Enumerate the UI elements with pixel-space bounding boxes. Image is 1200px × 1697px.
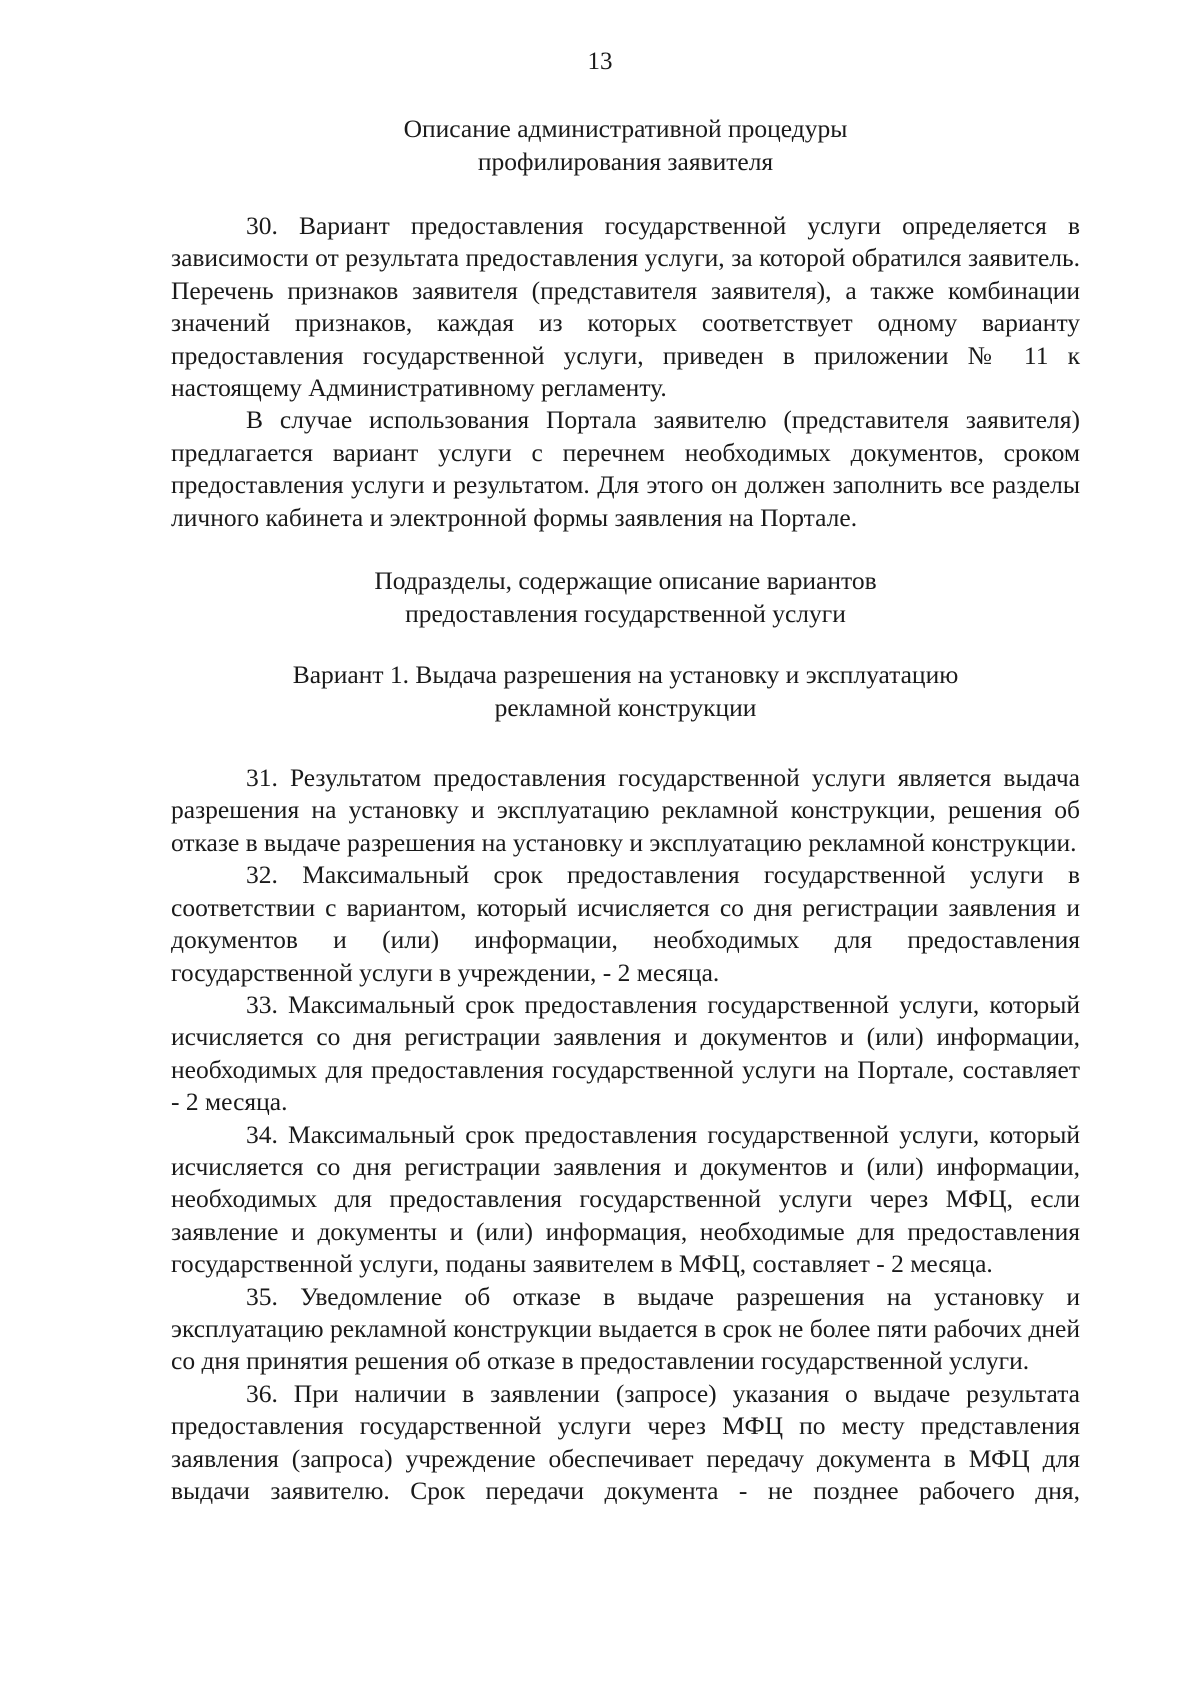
paragraph-32: 32. Максимальный срок предоставления государственной услуги в соответствии с вариантом, который исчисляется со дня регистрации заявления и документов и (или) информации, необходимых для предоставления государственной услуги в учреждении, - 2 месяца.	[171, 860, 1080, 987]
heading-line: профилирования заявителя	[477, 147, 774, 176]
paragraph-35: 35. Уведомление об отказе в выдаче разрешения на установку и эксплуатацию рекламной конструкции выдается в срок не более пяти рабочих дней со дня принятия решения об отказе в предоставлении государственной услуги.	[171, 1281, 1080, 1376]
heading-variant-1	[171, 658, 1080, 724]
heading-profiling-procedure	[171, 0, 1080, 178]
paragraph-33: 33. Максимальный срок предоставления государственной услуги, который исчисляется со дня регистрации заявления и документов и (или) информации, необходимых для предоставления государственной услуги на Портале, составляет - 2 месяца.	[171, 989, 1080, 1117]
paragraph-36: 36. При наличии в заявлении (запросе) указания о выдаче результата предоставления государственной услуги через МФЦ по месту представления заявления (запроса) учреждение обеспечивает передачу документа в МФЦ для выдачи заявителю. Срок передачи документа - не позднее рабочего дня,	[171, 1378, 1080, 1505]
paragraph-30: 30. Вариант предоставления государственной услуги определяется в зависимости от результата предоставления услуги, за которой обратился заявитель. Перечень признаков заявителя (представителя заявителя), а также комбинации значений признаков, каждая из которых соответствует одному варианту предоставления государственной услуги, приведен в приложении № 11 к настоящему Административному регламенту.	[171, 211, 1080, 403]
heading-line: Вариант 1. Выдача разрешения на установку и эксплуатацию	[292, 660, 959, 690]
paragraph-34: 34. Максимальный срок предоставления государственной услуги, который исчисляется со дня регистрации заявления и документов и (или) информации, необходимых для предоставления государственной услуги через МФЦ, если заявление и документы и (или) информация, необходимые для предоставления государственной услуги, поданы заявителем в МФЦ, составляет - 2 месяца.	[171, 1119, 1080, 1279]
heading-subsections	[171, 564, 1080, 630]
paragraph-31: 31. Результатом предоставления государственной услуги является выдача разрешения на установку и эксплуатацию рекламной конструкции, решения об отказе в выдаче разрешения на установку и эксплуатацию рекламной конструкции.	[171, 763, 1080, 857]
paragraph-portal-variant: В случае использования Портала заявителю (представителя заявителя) предлагается вариант услуги с перечнем необходимых документов, сроком предоставления услуги и результатом. Для этого он должен заполнить все разделы личного кабинета и электронной формы заявления на Портале.	[171, 405, 1080, 532]
heading-line: рекламной конструкции	[494, 693, 757, 723]
page-number: 13	[587, 48, 613, 75]
heading-line: Описание административной процедуры	[403, 114, 848, 143]
heading-line: Подразделы, содержащие описание вариантов	[374, 566, 877, 596]
heading-line: предоставления государственной услуги	[405, 599, 846, 629]
